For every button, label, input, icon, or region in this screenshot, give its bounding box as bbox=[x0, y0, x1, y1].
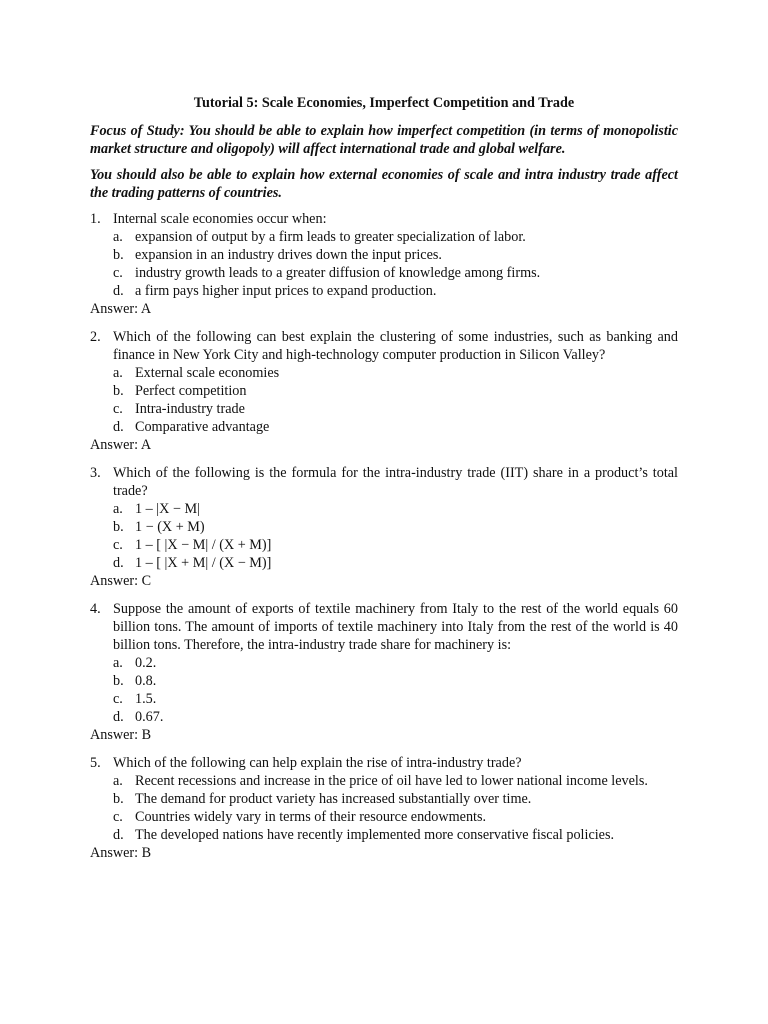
option-label: d. bbox=[113, 419, 124, 435]
option-label: c. bbox=[113, 537, 123, 553]
answer-line: Answer: A bbox=[90, 437, 152, 453]
option-text: 1 − (X + M) bbox=[135, 519, 205, 535]
option-d bbox=[90, 282, 678, 300]
option-text: 0.67. bbox=[135, 709, 164, 725]
option-a bbox=[90, 364, 678, 382]
answer-line: Answer: C bbox=[90, 573, 152, 589]
option-text: The developed nations have recently implemented more conservative fiscal policies. bbox=[135, 827, 615, 843]
question-stem bbox=[90, 464, 678, 500]
option-d bbox=[90, 826, 678, 844]
question-text: Internal scale economies occur when: bbox=[113, 211, 327, 227]
option-b bbox=[90, 790, 678, 808]
question-text: Which of the following is the formula for the intra-industry trade (IIT) share in a product’s total trade? bbox=[113, 465, 678, 499]
option-a bbox=[90, 500, 678, 518]
question-stem bbox=[90, 328, 678, 364]
option-text: 1 – [ |X − M| / (X + M)] bbox=[135, 537, 272, 553]
page-title: Tutorial 5: Scale Economies, Imperfect Competition and Trade bbox=[193, 95, 575, 111]
option-text: Intra-industry trade bbox=[135, 401, 245, 417]
option-b bbox=[90, 382, 678, 400]
option-text: a firm pays higher input prices to expand production. bbox=[135, 283, 437, 299]
question-4 bbox=[90, 600, 678, 744]
option-label: b. bbox=[113, 519, 124, 535]
page-content bbox=[90, 94, 678, 872]
answer-line: Answer: B bbox=[90, 845, 152, 861]
question-stem bbox=[90, 210, 678, 228]
option-text: External scale economies bbox=[135, 365, 280, 381]
option-label: c. bbox=[113, 265, 123, 281]
option-label: a. bbox=[113, 365, 123, 381]
option-label: d. bbox=[113, 827, 124, 843]
option-label: a. bbox=[113, 773, 123, 789]
question-number: 2. bbox=[90, 329, 101, 345]
option-label: d. bbox=[113, 283, 124, 299]
option-text: Countries widely vary in terms of their resource endowments. bbox=[135, 809, 487, 825]
option-label: d. bbox=[113, 555, 124, 571]
option-label: c. bbox=[113, 691, 123, 707]
option-text: expansion in an industry drives down the input prices. bbox=[135, 247, 442, 263]
option-label: d. bbox=[113, 709, 124, 725]
option-label: c. bbox=[113, 401, 123, 417]
option-c bbox=[90, 400, 678, 418]
option-text: Perfect competition bbox=[135, 383, 247, 399]
option-text: industry growth leads to a greater diffusion of knowledge among firms. bbox=[135, 265, 541, 281]
option-c bbox=[90, 264, 678, 282]
option-label: c. bbox=[113, 809, 123, 825]
option-text: 1 – |X − M| bbox=[135, 501, 200, 517]
option-d bbox=[90, 554, 678, 572]
option-d bbox=[90, 708, 678, 726]
option-label: a. bbox=[113, 501, 123, 517]
question-text: Suppose the amount of exports of textile machinery from Italy to the rest of the world equals 60 billion tons. The amount of imports of textile machinery into Italy from the rest of the world is 40 billion tons. Therefore, the intra-industry trade share for machinery is: bbox=[113, 601, 678, 653]
external-economies-paragraph: You should also be able to explain how external economies of scale and intra industry trade affect the trading patterns of countries. bbox=[90, 167, 678, 201]
option-label: a. bbox=[113, 655, 123, 671]
answer-line: Answer: A bbox=[90, 301, 152, 317]
question-2 bbox=[90, 328, 678, 454]
option-text: The demand for product variety has increased substantially over time. bbox=[135, 791, 532, 807]
option-text: Recent recessions and increase in the price of oil have led to lower national income levels. bbox=[135, 773, 648, 789]
question-number: 1. bbox=[90, 211, 101, 227]
option-a bbox=[90, 654, 678, 672]
option-label: b. bbox=[113, 791, 124, 807]
option-text: 0.2. bbox=[135, 655, 157, 671]
option-label: b. bbox=[113, 383, 124, 399]
question-stem bbox=[90, 600, 678, 654]
option-b bbox=[90, 672, 678, 690]
question-text: Which of the following can best explain the clustering of some industries, such as banking and finance in New York City and high-technology computer production in Silicon Valley? bbox=[113, 329, 678, 363]
answer-line: Answer: B bbox=[90, 727, 152, 743]
option-d bbox=[90, 418, 678, 436]
question-5 bbox=[90, 754, 678, 862]
question-text: Which of the following can help explain the rise of intra-industry trade? bbox=[113, 755, 522, 771]
option-label: b. bbox=[113, 247, 124, 263]
option-label: a. bbox=[113, 229, 123, 245]
question-1 bbox=[90, 210, 678, 318]
option-c bbox=[90, 536, 678, 554]
option-text: 1.5. bbox=[135, 691, 157, 707]
question-3 bbox=[90, 464, 678, 590]
option-text: Comparative advantage bbox=[135, 419, 270, 435]
option-b bbox=[90, 246, 678, 264]
question-number: 3. bbox=[90, 465, 101, 481]
option-a bbox=[90, 228, 678, 246]
question-stem bbox=[90, 754, 678, 772]
option-c bbox=[90, 690, 678, 708]
question-number: 4. bbox=[90, 601, 101, 617]
question-number: 5. bbox=[90, 755, 101, 771]
option-text: 1 – [ |X + M| / (X − M)] bbox=[135, 555, 272, 571]
option-label: b. bbox=[113, 673, 124, 689]
option-text: 0.8. bbox=[135, 673, 157, 689]
option-c bbox=[90, 808, 678, 826]
option-text: expansion of output by a firm leads to greater specialization of labor. bbox=[135, 229, 526, 245]
focus-of-study-paragraph: Focus of Study: You should be able to explain how imperfect competition (in terms of monopolistic market structure and oligopoly) will affect international trade and global welfare. bbox=[90, 123, 678, 157]
option-a bbox=[90, 772, 678, 790]
option-b bbox=[90, 518, 678, 536]
